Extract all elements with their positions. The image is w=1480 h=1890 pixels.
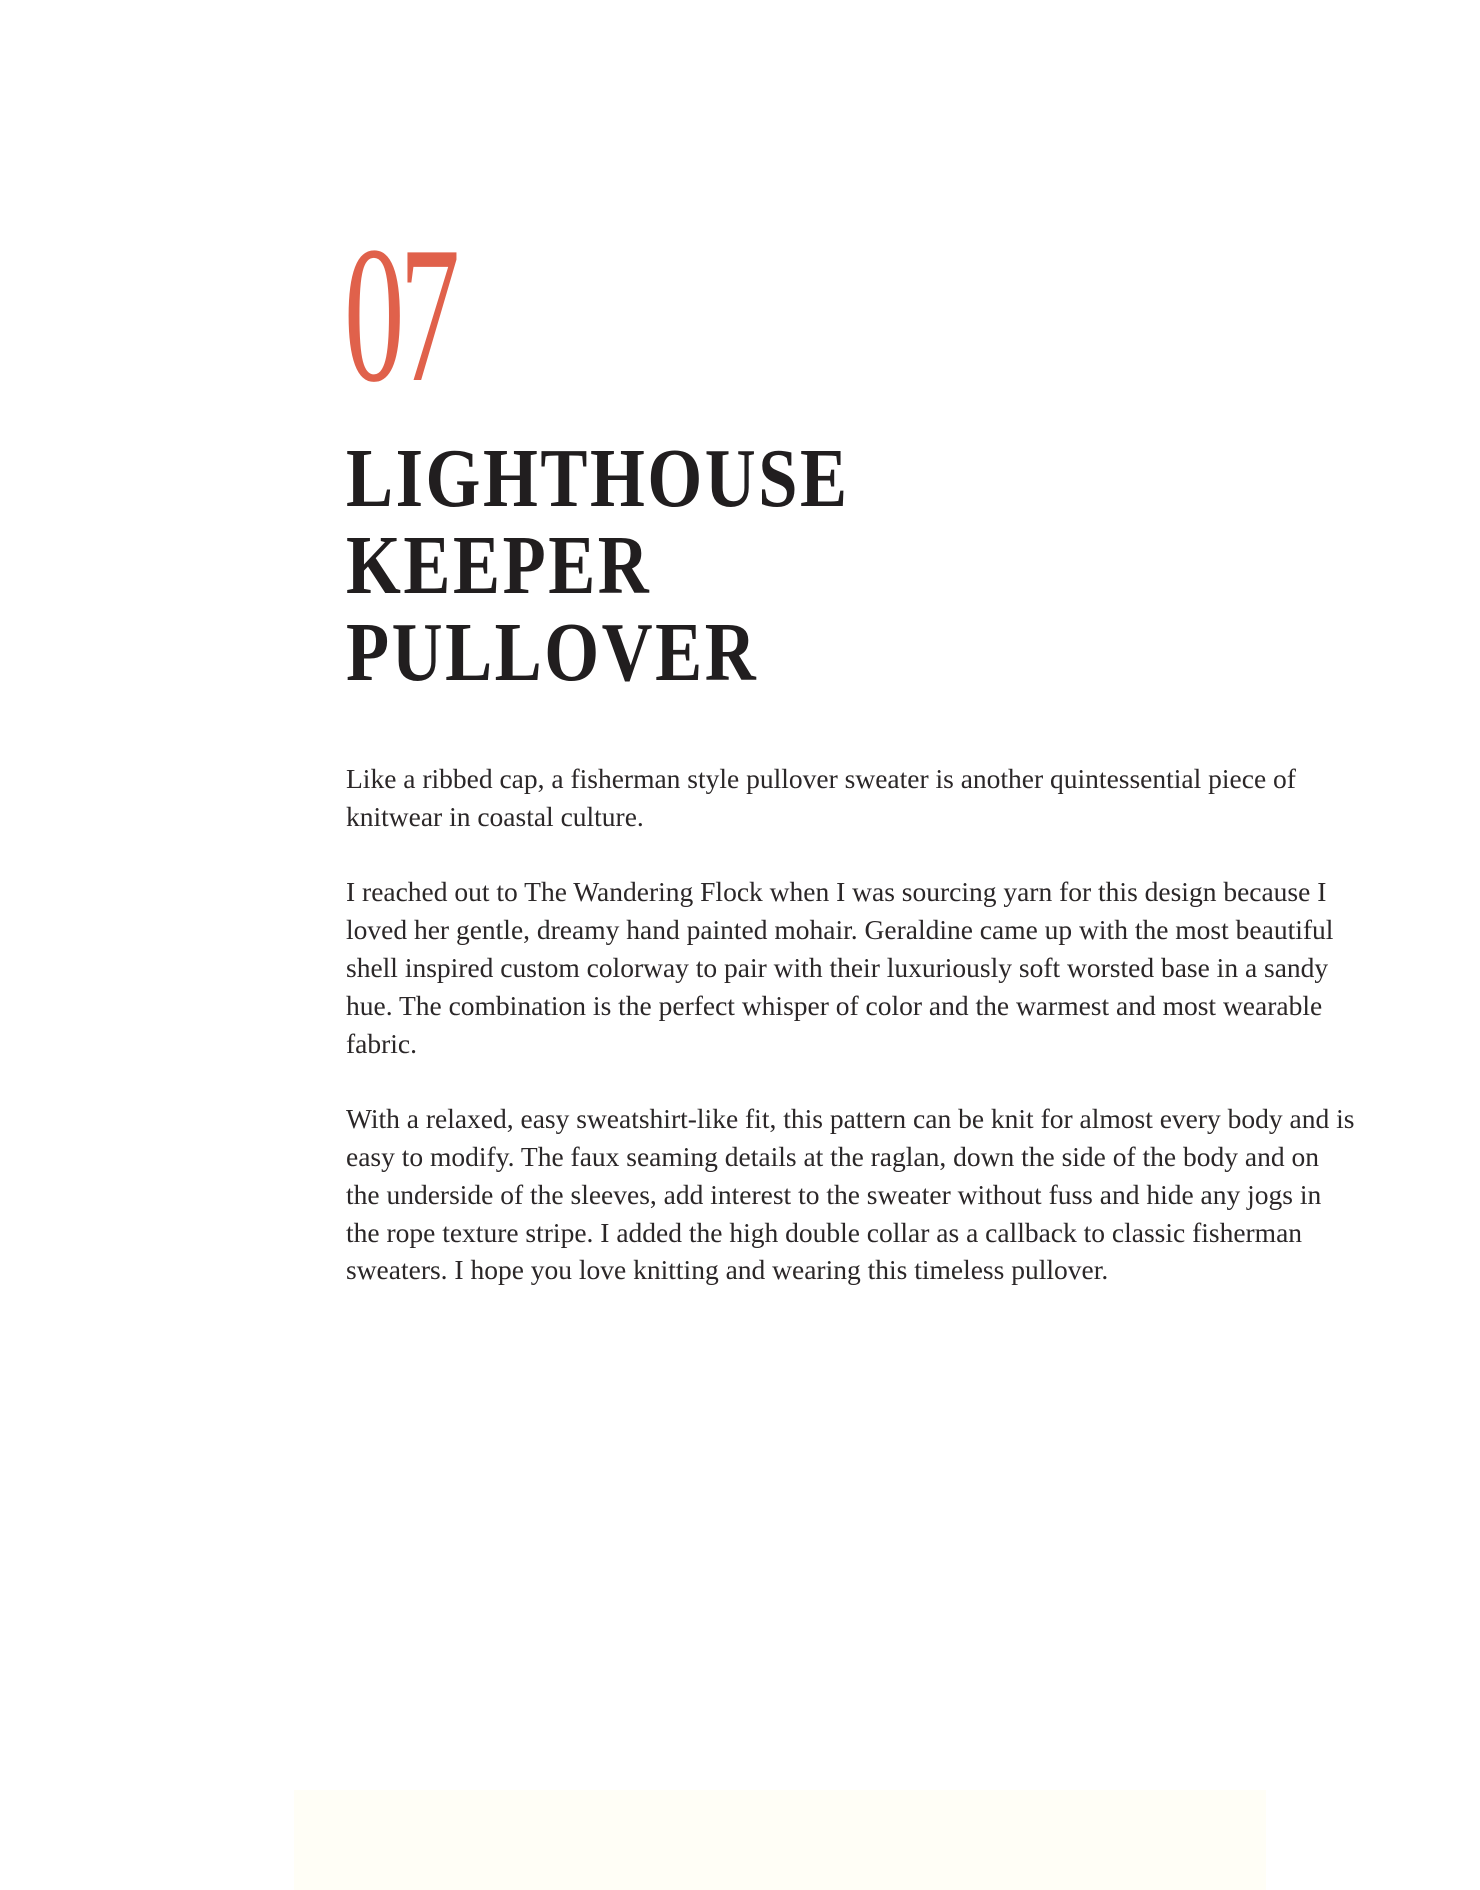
intro-paragraph: With a relaxed, easy sweatshirt-like fit, this pattern can be knit for almost every body and is easy to modify. The faux seaming details at the raglan, down the side of the body and on the underside of the sleeves, add interest to the sweater without fuss and hide any jogs in the rope texture stripe. I added the high double collar as a callback to classic fisherman sweaters. I hope you love knitting and wearing this timeless pullover. bbox=[346, 1103, 1355, 1286]
intro-text bbox=[346, 760, 1356, 1327]
footer-band bbox=[294, 1790, 1266, 1890]
page-title: LIGHTHOUSE KEEPER PULLOVER bbox=[346, 432, 850, 699]
chapter-number: 07 bbox=[344, 207, 455, 423]
intro-paragraph: Like a ribbed cap, a fisherman style pullover sweater is another quintessential piece of knitwear in coastal culture. bbox=[346, 763, 1296, 832]
intro-paragraph: I reached out to The Wandering Flock when I was sourcing yarn for this design because I loved her gentle, dreamy hand painted mohair. Geraldine came up with the most beautiful shell inspired custom colorway to pair with their luxuriously soft worsted base in a sandy hue. The combination is the perfect whisper of color and the warmest and most wearable fabric. bbox=[346, 876, 1334, 1059]
